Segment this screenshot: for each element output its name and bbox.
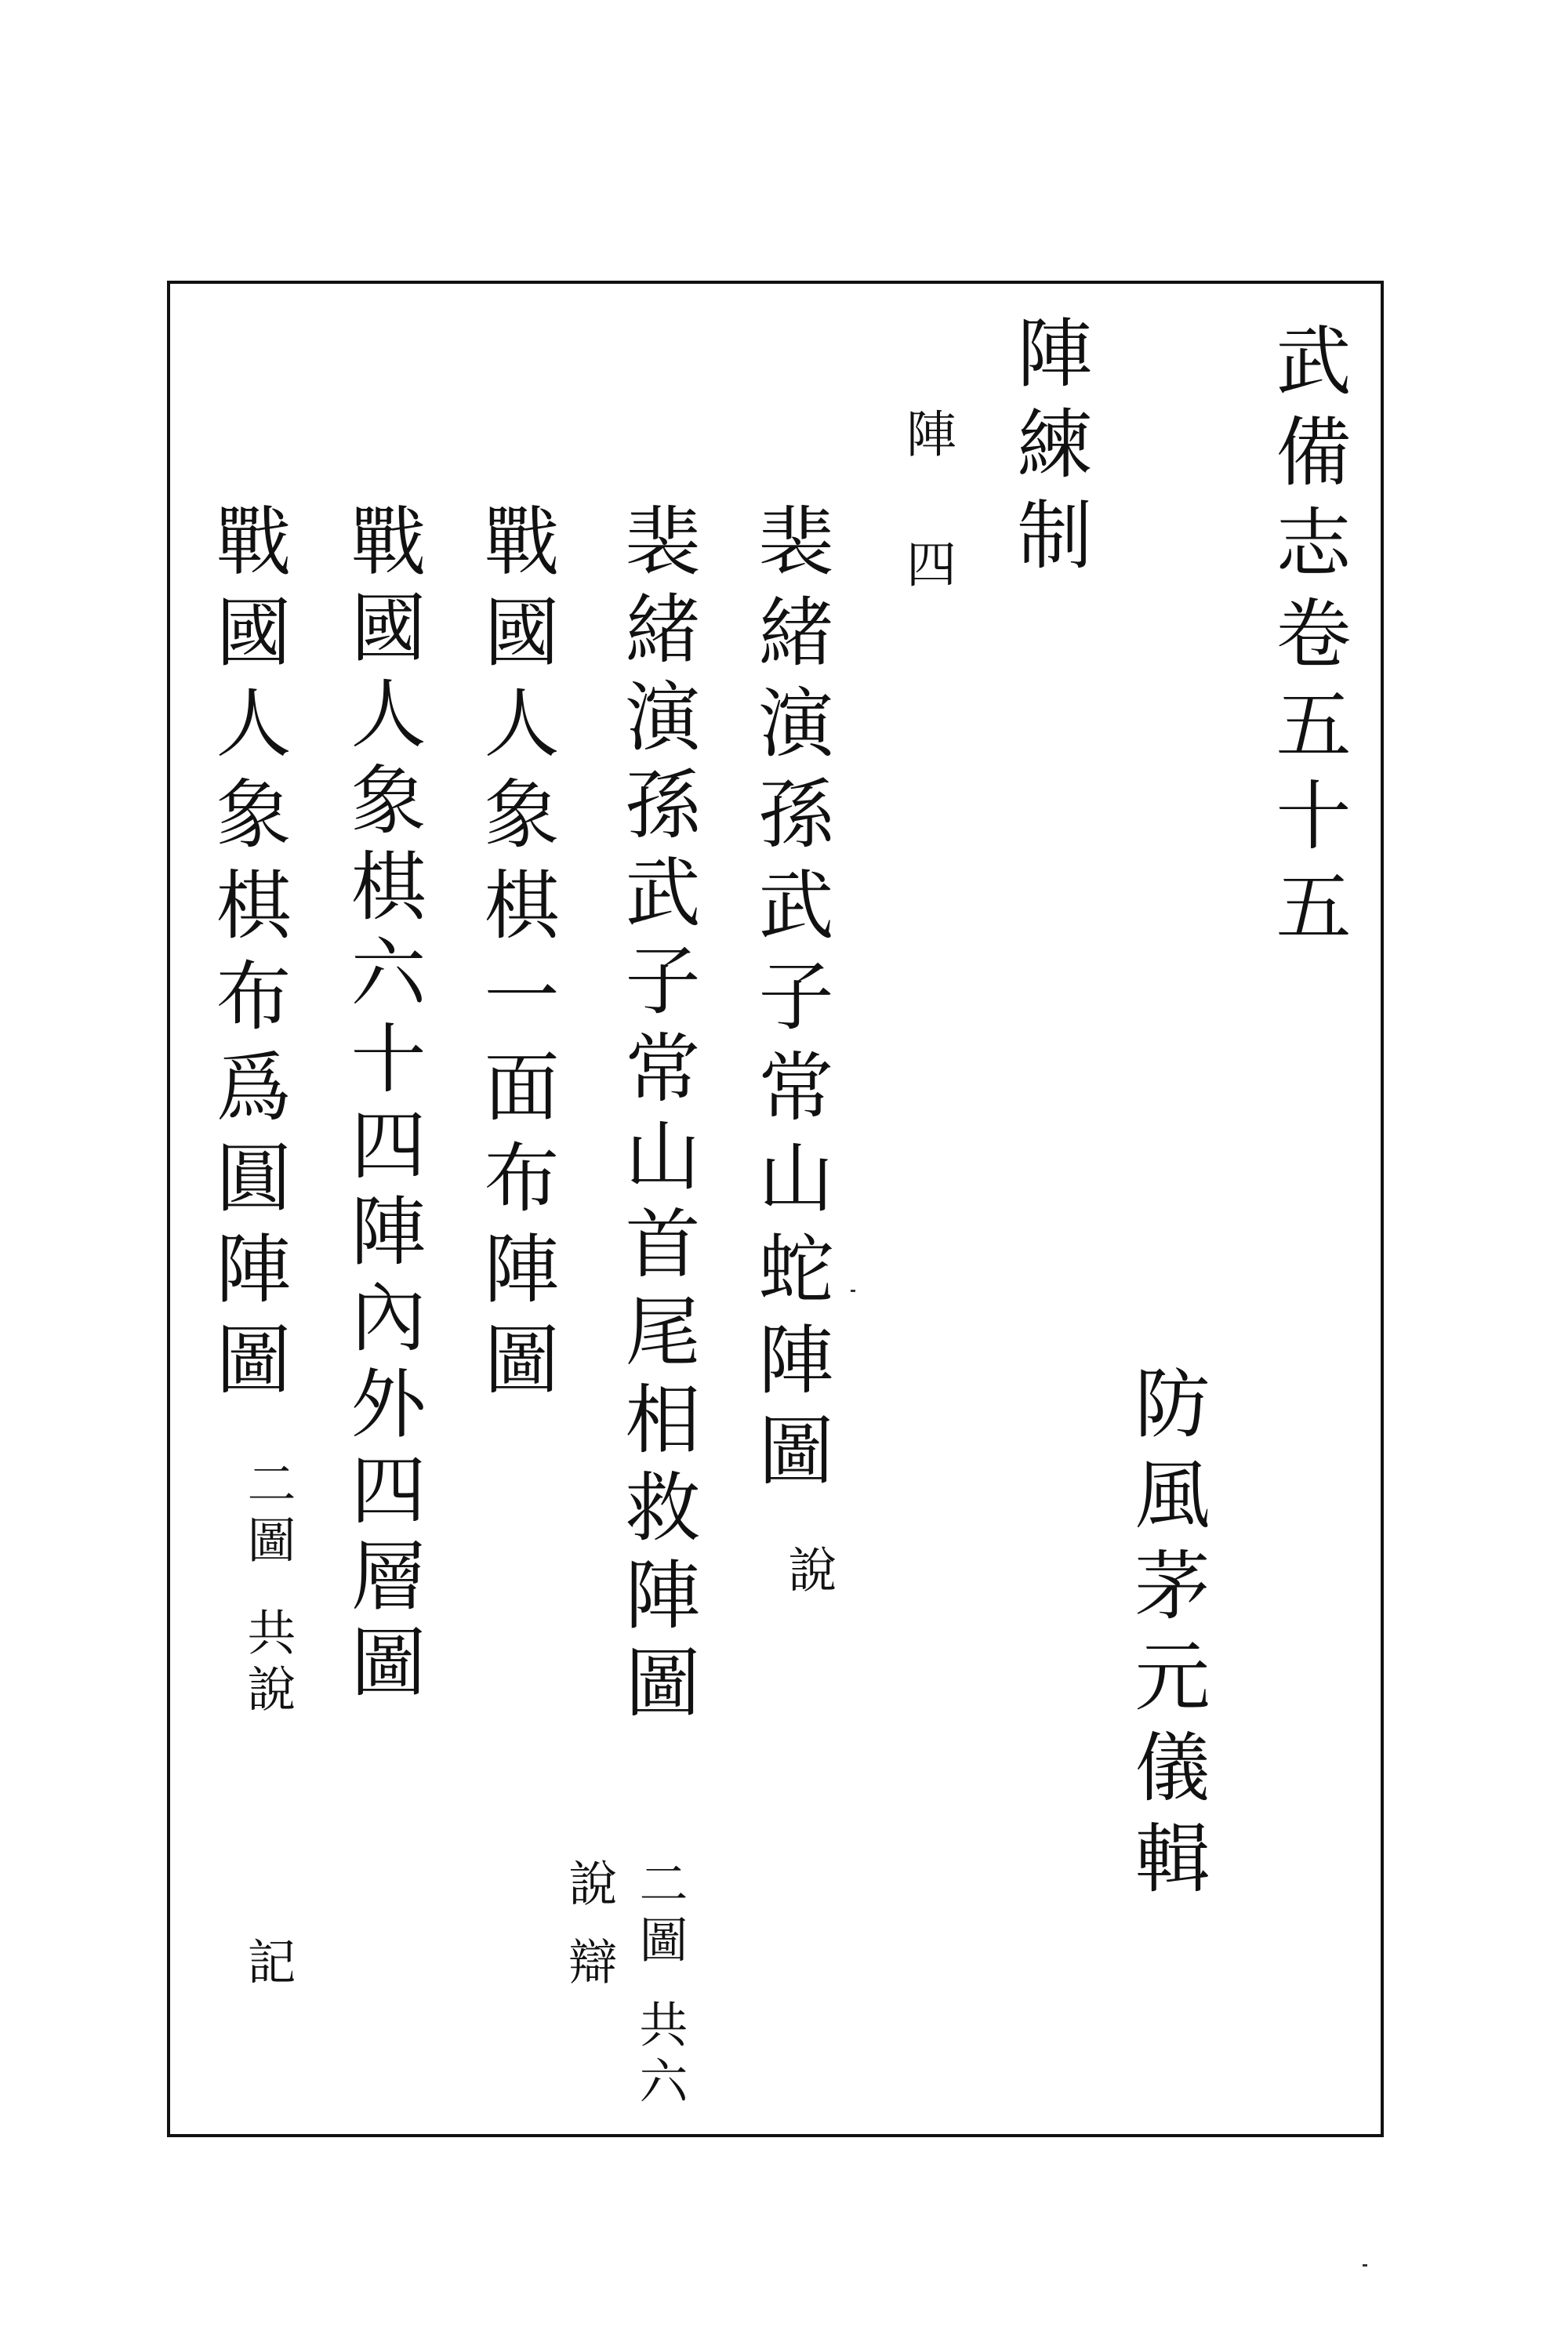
book-title: 武備志卷五十五 — [1264, 321, 1352, 958]
list-item-note: 共說 — [239, 1607, 296, 1720]
list-item-note: 二圖 — [631, 1858, 688, 1971]
compiler-credit: 防風茅元儀輯 — [1123, 1364, 1210, 1910]
list-item-note: 共六 — [631, 1999, 688, 2112]
list-item: 裴緒演孫武子常山蛇陣圖 — [746, 502, 834, 1502]
scan-speck — [1363, 2264, 1367, 2267]
list-item-note: 二圖 — [239, 1458, 296, 1571]
list-item: 戰國人象棋布爲圓陣圖 — [204, 502, 292, 1411]
list-item-note: 說 — [561, 1858, 618, 1915]
list-item: 裴緒演孫武子常山首尾相救陣圖 — [613, 502, 701, 1731]
list-item-note: 說 — [780, 1544, 837, 1601]
list-item-note: 記 — [239, 1936, 296, 1993]
scan-speck — [851, 1290, 855, 1292]
list-item-note: 辯 — [561, 1936, 618, 1993]
list-item: 戰國人象棋六十四陣內外四層圖 — [339, 502, 426, 1709]
list-item: 戰國人象棋一面布陣圖 — [472, 502, 560, 1411]
section-subheading: 陣 四 — [898, 408, 956, 599]
section-heading: 陣練制 — [1005, 314, 1093, 586]
